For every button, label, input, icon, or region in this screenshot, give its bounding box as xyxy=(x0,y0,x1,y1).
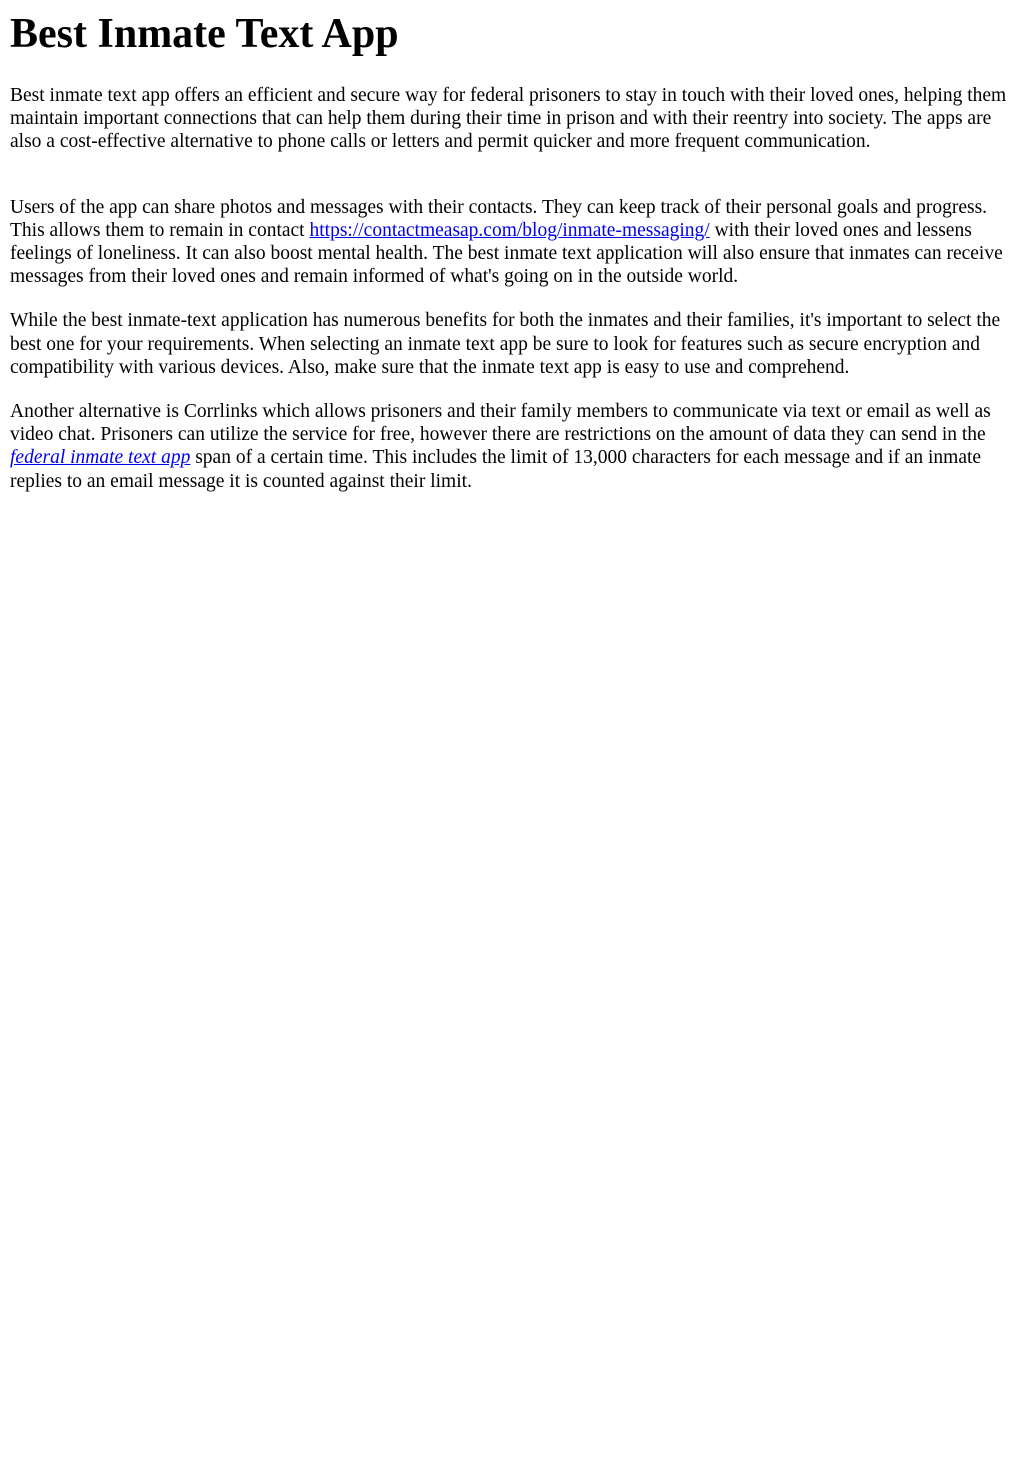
page-title: Best Inmate Text App xyxy=(10,11,399,57)
paragraph-users-text-before: Users of the app can share photos and messages with their contacts. They can keep track of their personal goals and progress. This allows them to remain in contact xyxy=(10,196,988,241)
paragraph-corrlinks-text-before: Another alternative is Corrlinks which allows prisoners and their family members to communicate via text or email as well as video chat. Prisoners can utilize the service for free, however there are restrictions on the amount of data they can send in the xyxy=(10,401,991,446)
paragraph-intro: Best inmate text app offers an efficient and secure way for federal prisoners to stay in touch with their loved ones, helping them maintain important connections that can help them during their time in prison and with their reentry into society. The apps are also a cost-effective alternative to phone calls or letters and permit quicker and more frequent communication. xyxy=(10,85,1007,153)
federal-inmate-text-app-link[interactable]: federal inmate text app xyxy=(10,447,191,469)
article xyxy=(0,10,1024,493)
paragraph-corrlinks xyxy=(10,400,1014,493)
paragraph-corrlinks-text-after: span of a certain time. This includes the limit of 13,000 characters for each message and if an inmate replies to an email message it is counted against their limit. xyxy=(10,447,982,492)
paragraph-users-text-after: with their loved ones and lessens feelings of loneliness. It can also boost mental health. The best inmate text application will also ensure that inmates can receive messages from their loved ones and remain informed of what's going on in the outside world. xyxy=(10,219,1003,288)
paragraph-users xyxy=(10,196,1014,289)
contactmeasap-link[interactable]: https://contactmeasap.com/blog/inmate-messaging/ xyxy=(309,219,710,241)
paragraph-benefits: While the best inmate-text application has numerous benefits for both the inmates and their families, it's important to select the best one for your requirements. When selecting an inmate text app be sure to look for features such as secure encryption and compatibility with various devices. Also, make sure that the inmate text app is easy to use and comprehend. xyxy=(10,310,1001,378)
